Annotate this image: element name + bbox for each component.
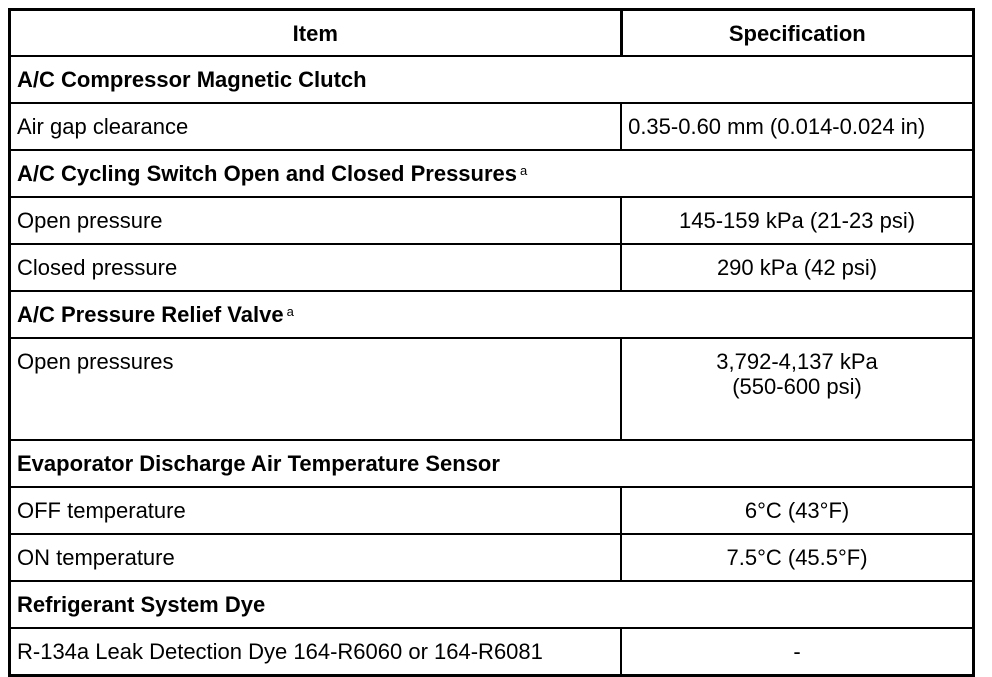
item-cell: OFF temperature [10,487,622,534]
spec-cell: 0.35-0.60 mm (0.014-0.024 in) [621,103,973,150]
section-title-text: A/C Pressure Relief Valve [17,302,284,327]
specification-column-header: Specification [621,10,973,57]
spec-cell: 6°C (43°F) [621,487,973,534]
item-cell: R-134a Leak Detection Dye 164-R6060 or 164-R6081 [10,628,622,676]
section-title [10,581,974,628]
footnote-marker: a [286,304,294,319]
section-title-text: A/C Compressor Magnetic Clutch [17,67,367,92]
spec-cell: 290 kPa (42 psi) [621,244,973,291]
spec-cell: 145-159 kPa (21-23 psi) [621,197,973,244]
header-row [10,10,974,57]
table-row [10,244,974,291]
item-cell: Air gap clearance [10,103,622,150]
table-row [10,487,974,534]
table-row [10,628,974,676]
item-cell: Closed pressure [10,244,622,291]
spec-cell [621,338,973,440]
section-title-text: Evaporator Discharge Air Temperature Sensor [17,451,500,476]
spec-cell: 7.5°C (45.5°F) [621,534,973,581]
section-row-cycling-switch [10,150,974,197]
table-row [10,197,974,244]
section-title [10,291,974,338]
section-title-text: Refrigerant System Dye [17,592,266,617]
table-row [10,338,974,440]
footnote-marker: a [520,163,528,178]
item-cell: Open pressures [10,338,622,440]
spec-cell: - [621,628,973,676]
section-title-text: A/C Cycling Switch Open and Closed Pressures [17,161,518,186]
item-cell: Open pressure [10,197,622,244]
section-row-evaporator-sensor [10,440,974,487]
item-column-header: Item [10,10,622,57]
section-row-pressure-relief-valve [10,291,974,338]
spec-line: (550-600 psi) [732,374,862,399]
item-cell: ON temperature [10,534,622,581]
section-title [10,56,974,103]
table-row [10,103,974,150]
specification-table [8,8,975,677]
section-row-refrigerant-dye [10,581,974,628]
spec-line: 3,792-4,137 kPa [716,349,878,374]
section-title [10,150,974,197]
section-title [10,440,974,487]
section-row-compressor-clutch [10,56,974,103]
table-row [10,534,974,581]
